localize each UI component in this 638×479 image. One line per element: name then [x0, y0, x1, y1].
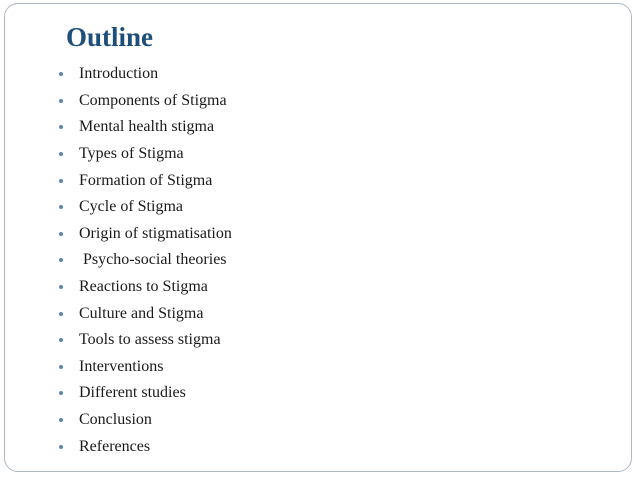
list-item [56, 327, 232, 354]
list-item-label: Tools to assess stigma [79, 331, 221, 349]
bullet-icon [59, 179, 63, 183]
list-item [56, 221, 232, 248]
list-item [56, 114, 232, 141]
bullet-icon [59, 205, 63, 209]
slide-title: Outline [66, 22, 154, 52]
bullet-icon [59, 152, 63, 156]
bullet-icon [59, 418, 63, 422]
list-item-label: Mental health stigma [79, 118, 215, 136]
list-item [56, 300, 232, 327]
bullet-icon [59, 338, 63, 342]
list-item-label: Types of Stigma [79, 145, 184, 163]
list-item [56, 354, 232, 381]
bullet-icon [59, 99, 63, 103]
list-item-label: References [79, 437, 151, 455]
list-item [56, 433, 232, 460]
list-item [56, 61, 232, 88]
bullet-icon [59, 312, 63, 316]
list-item [56, 194, 232, 221]
list-item-label: Formation of Stigma [79, 171, 213, 189]
bullet-icon [59, 391, 63, 395]
bullet-icon [59, 285, 63, 289]
list-item-label: Origin of stigmatisation [79, 224, 232, 242]
list-item [56, 247, 232, 274]
list-item-label: Psycho-social theories [79, 251, 227, 269]
outline-list [56, 61, 232, 460]
bullet-icon [59, 258, 63, 262]
bullet-icon [59, 445, 63, 449]
list-item-label: Reactions to Stigma [79, 278, 208, 296]
list-item-label: Conclusion [79, 411, 152, 429]
list-item-label: Cycle of Stigma [79, 198, 183, 216]
list-item-label: Interventions [79, 357, 164, 375]
bullet-icon [59, 365, 63, 369]
list-item [56, 88, 232, 115]
list-item [56, 407, 232, 434]
bullet-icon [59, 72, 63, 76]
list-item-label: Components of Stigma [79, 91, 227, 109]
list-item-label: Different studies [79, 384, 186, 402]
list-item [56, 380, 232, 407]
bullet-icon [59, 125, 63, 129]
list-item [56, 141, 232, 168]
list-item-label: Introduction [79, 65, 159, 83]
list-item-label: Culture and Stigma [79, 304, 204, 322]
bullet-icon [59, 232, 63, 236]
list-item [56, 274, 232, 301]
list-item [56, 167, 232, 194]
